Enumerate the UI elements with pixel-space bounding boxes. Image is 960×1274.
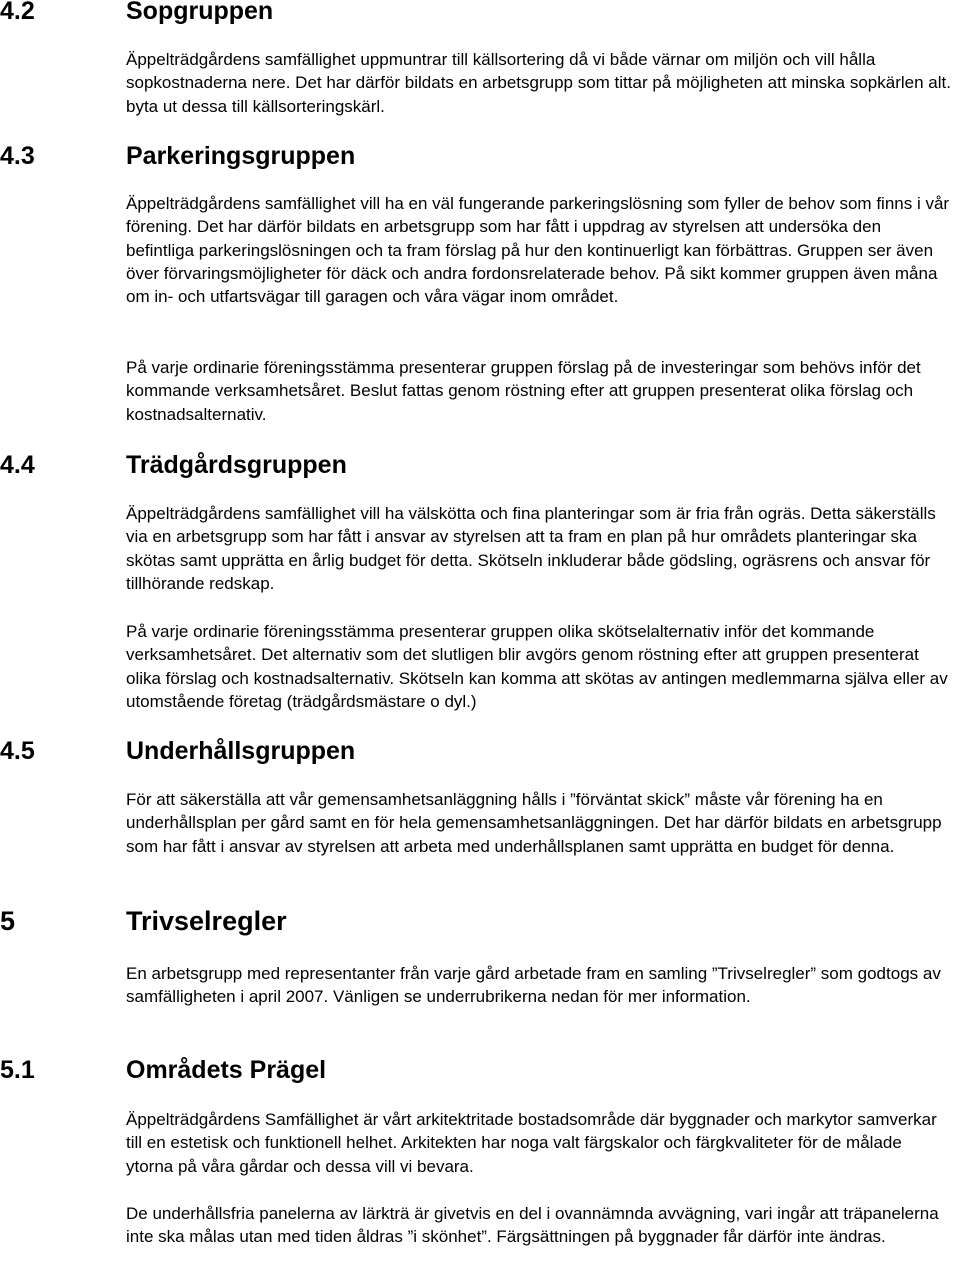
paragraph: På varje ordinarie föreningsstämma presenterar gruppen olika skötselalternativ inför det kommande verksamhetsåret. Det alternativ som det slutligen blir avgörs genom röstning efter att gruppen presenterat olika förslag och kostnadsalternativ. Skötseln kan komma att skötas av antingen medlemmarna själva eller av utomstående företag (trädgårdsmästare o dyl.) — [126, 622, 948, 711]
section-number: 5 — [0, 906, 16, 936]
paragraph: Äppelträdgårdens samfällighet vill ha en väl fungerande parkeringslösning som fyller de behov som finns i vår förening. Det har därför bildats en arbetsgrupp som har fått i uppdrag av styrelsen att undersöka den befintliga parkeringslösningen och ta fram förslag på hur den kontinuerligt kan förbättras. Gruppen ser även över förvaringsmöjligheter för däck och andra fordonsrelaterade behov. På sikt kommer gruppen även måna om in- och utfartsvägar till garagen och våra vägar inom området. — [126, 194, 950, 307]
section-title: Sopgruppen — [126, 0, 274, 25]
section-number: 4.4 — [0, 451, 35, 479]
section-title: Trivselregler — [126, 906, 287, 936]
paragraph: Äppelträdgårdens Samfällighet är vårt arkitektritade bostadsområde där byggnader och markytor samverkar till en estetisk och funktionell helhet. Arkitekten har noga valt färgskalor och färgkvaliteter för de målade ytorna på våra gårdar och dessa vill vi bevara. — [126, 1110, 937, 1176]
section-number: 4.5 — [0, 737, 35, 765]
section-title: Områdets Prägel — [126, 1056, 327, 1084]
paragraph: De underhållsfria panelerna av lärkträ är givetvis en del i ovannämnda avvägning, vari ingår att träpanelerna inte ska målas utan med tiden åldras ”i skönhet”. Färgsättningen på byggnader får därför inte ändras. — [126, 1204, 939, 1247]
paragraph: Äppelträdgårdens samfällighet uppmuntrar till källsortering då vi både värnar om miljön och vill hålla sopkostnaderna nere. Det har därför bildats en arbetsgrupp som tittar på möjligheten att minska sopkärlen alt. byta ut dessa till källsorteringskärl. — [126, 50, 951, 116]
paragraph: En arbetsgrupp med representanter från varje gård arbetade fram en samling ”Trivselregler” som godtogs av samfälligheten i april 2007. Vänligen se underrubrikerna nedan för mer information. — [126, 964, 941, 1007]
paragraph: För att säkerställa att vår gemensamhetsanläggning hålls i ”förväntat skick” måste vår förening ha en underhållsplan per gård samt en för hela gemensamhetsanläggningen. Det har därför bildats en arbetsgrupp som har fått i ansvar av styrelsen att arbeta med underhållsplanen samt upprätta en budget för denna. — [126, 790, 942, 856]
section-title: Parkeringsgruppen — [126, 142, 356, 170]
paragraph: På varje ordinarie föreningsstämma presenterar gruppen förslag på de investeringar som behövs inför det kommande verksamhetsåret. Beslut fattas genom röstning efter att gruppen presenterat olika förslag och kostnadsalternativ. — [126, 358, 921, 424]
section-title: Trädgårdsgruppen — [126, 451, 347, 479]
section-number: 4.3 — [0, 142, 35, 170]
paragraph: Äppelträdgårdens samfällighet vill ha välskötta och fina planteringar som är fria från ogräs. Detta säkerställs via en arbetsgrupp som har fått i ansvar av styrelsen att ta fram en plan på hur områdets planteringar ska skötas samt upprätta en årlig budget för detta. Skötseln inkluderar både gödsling, ogräsrens och ansvar för tillhörande redskap. — [126, 504, 936, 593]
section-title: Underhållsgruppen — [126, 737, 356, 765]
section-number: 4.2 — [0, 0, 35, 25]
section-number: 5.1 — [0, 1056, 35, 1084]
